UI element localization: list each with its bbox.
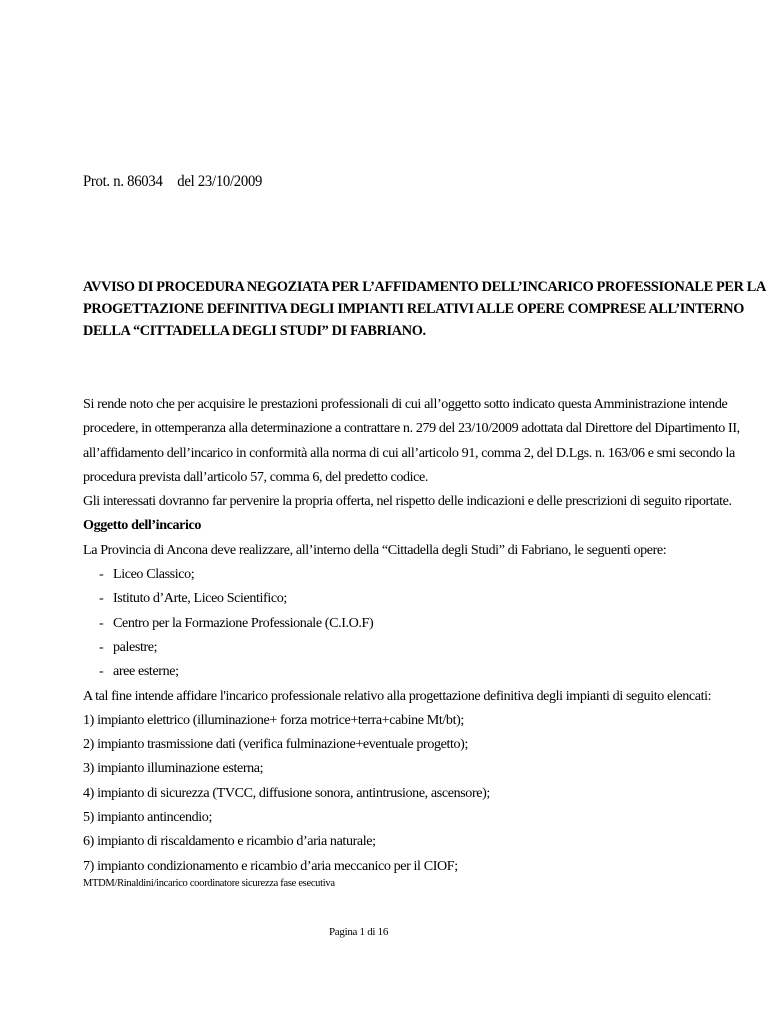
protocol-line xyxy=(83,173,262,191)
list-item: - palestre; xyxy=(99,638,158,655)
impianti-item: 2) impianto trasmissione dati (verifica fulminazione+eventuale progetto); xyxy=(83,736,468,753)
interessati-paragraph: Gli interessati dovranno far pervenire la propria offerta, nel rispetto delle indicazioni e delle prescrizioni di seguito riportate. xyxy=(83,493,732,510)
page-number: Pagina 1 di 16 xyxy=(328,926,389,938)
list-item: - Centro per la Formazione Professionale (C.I.O.F) xyxy=(99,614,374,631)
protocol-date: del 23/10/2009 xyxy=(177,173,263,190)
section-heading-oggetto: Oggetto dell’incarico xyxy=(83,517,202,534)
impianti-intro: A tal fine intende affidare l'incarico professionale relativo alla progettazione definitiva degli impianti di seguito elencati: xyxy=(83,687,712,704)
opere-list xyxy=(83,562,638,683)
intro-line: procedura prevista dall’articolo 57, comma 6, del predetto codice. xyxy=(83,468,428,485)
title-line: DELLA “CITTADELLA DEGLI STUDI” DI FABRIANO. xyxy=(83,323,426,339)
title-line: PROGETTAZIONE DEFINITIVA DEGLI IMPIANTI RELATIVI ALLE OPERE COMPRESE ALL’INTERNO xyxy=(83,301,745,317)
opere-intro: La Provincia di Ancona deve realizzare, all’interno della “Cittadella degli Studi” di Fabriano, le seguenti opere: xyxy=(83,541,667,558)
impianti-item: 7) impianto condizionamento e ricambio d’aria meccanico per il CIOF; xyxy=(83,857,458,874)
impianti-item: 6) impianto di riscaldamento e ricambio d’aria naturale; xyxy=(83,833,376,850)
impianti-item: 1) impianto elettrico (illuminazione+ forza motrice+terra+cabine Mt/bt); xyxy=(83,711,464,728)
document-body xyxy=(83,392,740,878)
impianti-item: 4) impianto di sicurezza (TVCC, diffusione sonora, antintrusione, ascensore); xyxy=(83,784,490,801)
protocol-number: Prot. n. 86034 xyxy=(83,173,163,190)
title-line: AVVISO DI PROCEDURA NEGOZIATA PER L’AFFIDAMENTO DELL’INCARICO PROFESSIONALE PER LA xyxy=(83,279,766,295)
list-item: - Istituto d’Arte, Liceo Scientifico; xyxy=(99,590,287,607)
list-item: - Liceo Classico; xyxy=(99,566,195,583)
intro-line: procedere, in ottemperanza alla determinazione a contrattare n. 279 del 23/10/2009 adottata dal Direttore del Dipartimento II, xyxy=(83,420,740,437)
document-title xyxy=(83,276,766,342)
intro-line: Si rende noto che per acquisire le prestazioni professionali di cui all’oggetto sotto indicato questa Amministrazione intende xyxy=(83,396,728,412)
footer-reference: MTDM/Rinaldini/incarico coordinatore sicurezza fase esecutiva xyxy=(83,878,335,889)
intro-line: all’affidamento dell’incarico in conformità alla norma di cui all’articolo 91, comma 2, del D.Lgs. n. 163/06 e smi secondo la xyxy=(83,444,735,461)
impianti-item: 5) impianto antincendio; xyxy=(83,809,212,826)
list-item: - aree esterne; xyxy=(99,663,179,680)
impianti-item: 3) impianto illuminazione esterna; xyxy=(83,760,264,777)
